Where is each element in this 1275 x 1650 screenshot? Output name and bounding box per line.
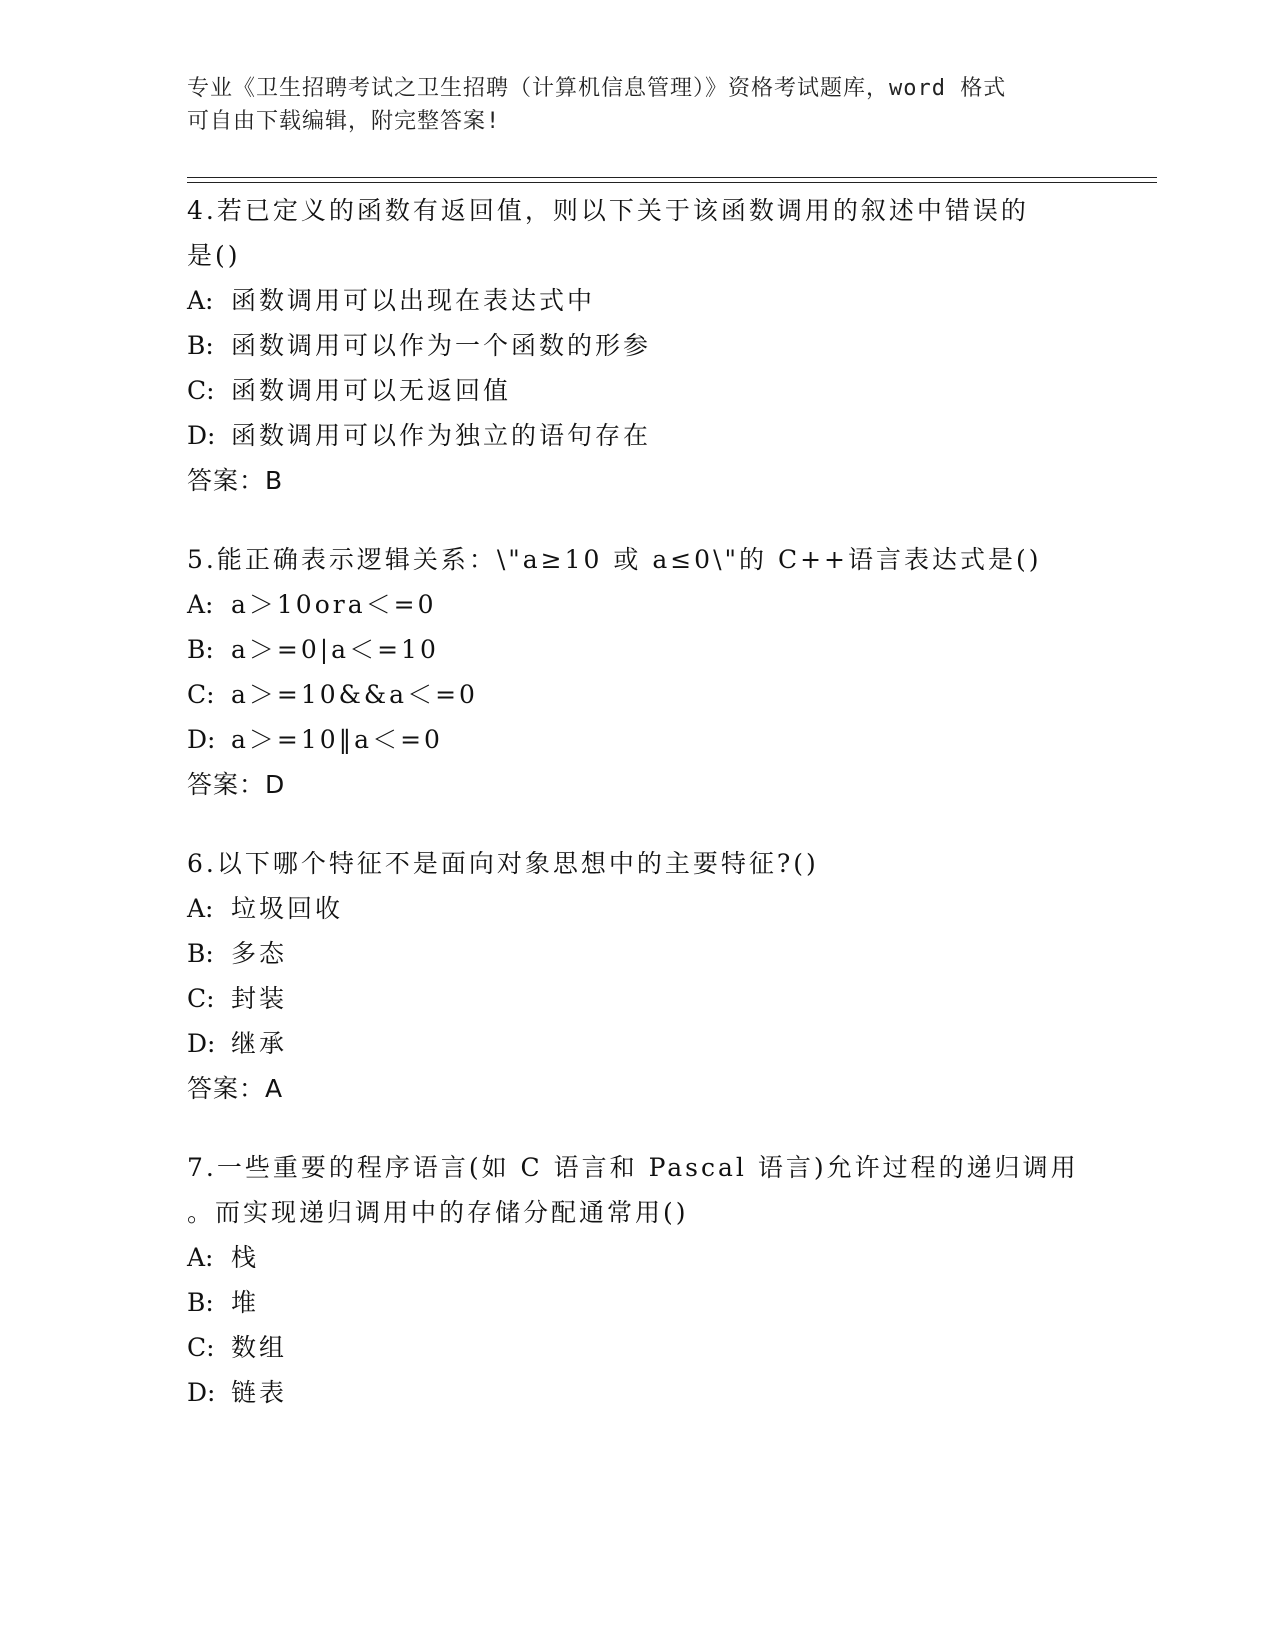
option-letter: D: bbox=[187, 1029, 216, 1058]
option-text: 数组 bbox=[231, 1333, 288, 1362]
option-text: 垃圾回收 bbox=[231, 894, 344, 923]
answer-line: 答案：A bbox=[187, 1074, 284, 1103]
option-d bbox=[187, 413, 1107, 458]
option-d bbox=[187, 1370, 1107, 1415]
option-text: 函数调用可以无返回值 bbox=[231, 376, 512, 405]
option-text: 函数调用可以作为独立的语句存在 bbox=[231, 421, 652, 450]
option-a bbox=[187, 1235, 1107, 1280]
question-stem: 是() bbox=[187, 241, 241, 270]
option-b bbox=[187, 1280, 1107, 1325]
option-letter: C: bbox=[187, 680, 215, 709]
option-c bbox=[187, 1325, 1107, 1370]
option-text: 函数调用可以作为一个函数的形参 bbox=[231, 331, 652, 360]
option-letter: C: bbox=[187, 376, 215, 405]
question-stem: 5.能正确表示逻辑关系：\"a≥10 或 a≤0\"的 C++语言表达式是() bbox=[187, 545, 1042, 574]
option-a bbox=[187, 582, 1107, 627]
document-header bbox=[187, 72, 1067, 138]
option-text: 继承 bbox=[231, 1029, 288, 1058]
option-d bbox=[187, 1021, 1107, 1066]
option-text: 多态 bbox=[231, 939, 288, 968]
question-item bbox=[187, 188, 1107, 503]
option-letter: C: bbox=[187, 984, 215, 1013]
option-letter: A: bbox=[187, 286, 214, 315]
option-letter: B: bbox=[187, 1288, 214, 1317]
option-text: 封装 bbox=[231, 984, 288, 1013]
option-b bbox=[187, 931, 1107, 976]
option-letter: D: bbox=[187, 725, 216, 754]
option-text: a＞=10‖a＜=0 bbox=[231, 725, 443, 754]
option-letter: A: bbox=[187, 894, 214, 923]
question-stem: 7.一些重要的程序语言(如 C 语言和 Pascal 语言)允许过程的递归调用 bbox=[187, 1153, 1079, 1182]
option-b bbox=[187, 627, 1107, 672]
option-text: a＞10ora＜=0 bbox=[231, 590, 437, 619]
question-item bbox=[187, 537, 1107, 807]
option-letter: D: bbox=[187, 1378, 216, 1407]
option-letter: D: bbox=[187, 421, 216, 450]
option-text: a＞=10&&a＜=0 bbox=[231, 680, 478, 709]
option-a bbox=[187, 278, 1107, 323]
question-item bbox=[187, 1145, 1107, 1415]
option-letter: A: bbox=[187, 590, 214, 619]
option-c bbox=[187, 368, 1107, 413]
option-text: 链表 bbox=[231, 1378, 288, 1407]
option-text: 堆 bbox=[231, 1288, 260, 1317]
option-c bbox=[187, 672, 1107, 717]
question-stem: 4.若已定义的函数有返回值，则以下关于该函数调用的叙述中错误的 bbox=[187, 196, 1029, 225]
option-text: a＞=0|a＜=10 bbox=[231, 635, 439, 664]
answer-line: 答案：B bbox=[187, 466, 284, 495]
header-divider bbox=[187, 177, 1157, 183]
option-letter: B: bbox=[187, 331, 214, 360]
option-letter: B: bbox=[187, 939, 214, 968]
question-item bbox=[187, 841, 1107, 1111]
answer-line: 答案：D bbox=[187, 770, 286, 799]
option-c bbox=[187, 976, 1107, 1021]
question-stem: 。而实现递归调用中的存储分配通常用() bbox=[187, 1198, 689, 1227]
option-d bbox=[187, 717, 1107, 762]
option-letter: C: bbox=[187, 1333, 215, 1362]
option-letter: A: bbox=[187, 1243, 214, 1272]
header-line: 可自由下载编辑，附完整答案! bbox=[187, 109, 501, 134]
option-letter: B: bbox=[187, 635, 214, 664]
option-text: 栈 bbox=[231, 1243, 260, 1272]
option-b bbox=[187, 323, 1107, 368]
header-line: 专业《卫生招聘考试之卫生招聘（计算机信息管理）》资格考试题库，word 格式 bbox=[187, 76, 1007, 101]
option-text: 函数调用可以出现在表达式中 bbox=[231, 286, 596, 315]
question-stem: 6.以下哪个特征不是面向对象思想中的主要特征?() bbox=[187, 849, 819, 878]
option-a bbox=[187, 886, 1107, 931]
question-list bbox=[187, 188, 1107, 1449]
